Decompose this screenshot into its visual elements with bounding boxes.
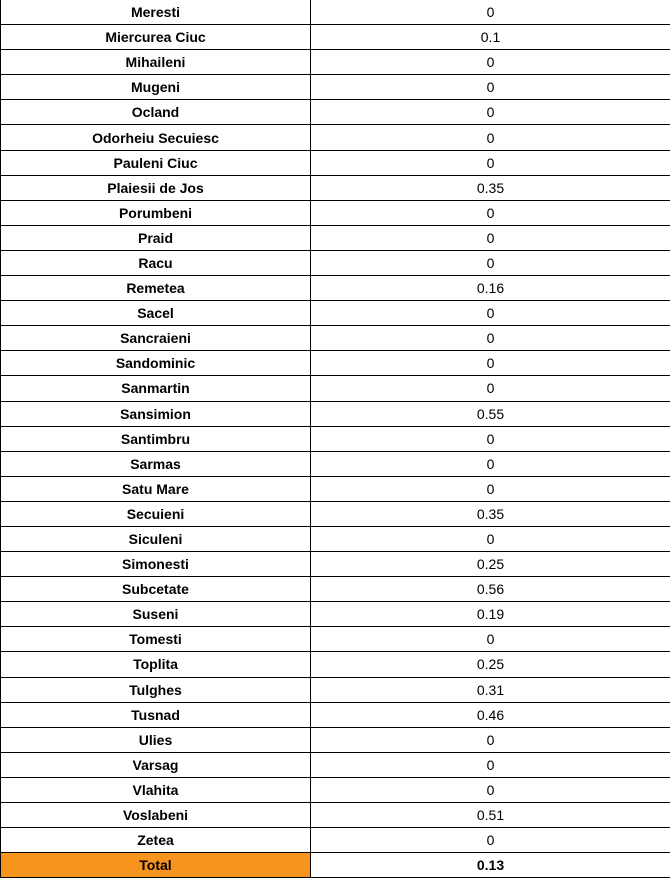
locality-name-cell: Sanmartin <box>1 376 311 401</box>
table-row <box>1 100 670 125</box>
locality-value-cell: 0.31 <box>311 677 670 702</box>
locality-name-cell: Simonesti <box>1 552 311 577</box>
locality-value-cell: 0 <box>311 200 670 225</box>
table-row <box>1 702 670 727</box>
locality-name-cell: Porumbeni <box>1 200 311 225</box>
locality-value-cell: 0 <box>311 752 670 777</box>
locality-name-cell: Sancraieni <box>1 326 311 351</box>
locality-name-cell: Varsag <box>1 752 311 777</box>
table-row <box>1 552 670 577</box>
locality-value-cell: 0 <box>311 75 670 100</box>
locality-value-cell: 0 <box>311 50 670 75</box>
locality-name-cell: Tomesti <box>1 627 311 652</box>
table-row <box>1 752 670 777</box>
locality-value-cell: 0.35 <box>311 501 670 526</box>
locality-value-cell: 0.51 <box>311 803 670 828</box>
locality-value-cell: 0.19 <box>311 602 670 627</box>
locality-name-cell: Voslabeni <box>1 803 311 828</box>
table-row <box>1 301 670 326</box>
locality-value-cell: 0 <box>311 376 670 401</box>
table-row <box>1 250 670 275</box>
locality-value-cell: 0 <box>311 125 670 150</box>
locality-name-cell: Ulies <box>1 727 311 752</box>
table-row <box>1 727 670 752</box>
locality-name-cell: Miercurea Ciuc <box>1 25 311 50</box>
table-row <box>1 828 670 853</box>
locality-value-cell: 0 <box>311 225 670 250</box>
table-row <box>1 125 670 150</box>
table-row <box>1 225 670 250</box>
locality-value-cell: 0 <box>311 100 670 125</box>
locality-value-cell: 0.1 <box>311 25 670 50</box>
table-row <box>1 677 670 702</box>
locality-value-cell: 0.56 <box>311 577 670 602</box>
total-label-cell: Total <box>1 853 311 878</box>
table-row <box>1 602 670 627</box>
locality-value-cell: 0 <box>311 828 670 853</box>
locality-value-cell: 0 <box>311 250 670 275</box>
locality-value-cell: 0 <box>311 326 670 351</box>
locality-name-cell: Plaiesii de Jos <box>1 175 311 200</box>
table-row <box>1 526 670 551</box>
locality-name-cell: Zetea <box>1 828 311 853</box>
table-row <box>1 401 670 426</box>
locality-name-cell: Secuieni <box>1 501 311 526</box>
table-row <box>1 0 670 25</box>
locality-value-cell: 0.55 <box>311 401 670 426</box>
locality-name-cell: Sacel <box>1 301 311 326</box>
locality-value-cell: 0.25 <box>311 652 670 677</box>
table-row <box>1 476 670 501</box>
table-row <box>1 200 670 225</box>
table-row <box>1 175 670 200</box>
locality-name-cell: Meresti <box>1 0 311 25</box>
table-row <box>1 577 670 602</box>
locality-value-cell: 0.16 <box>311 276 670 301</box>
locality-value-cell: 0 <box>311 0 670 25</box>
locality-name-cell: Subcetate <box>1 577 311 602</box>
locality-value-cell: 0.35 <box>311 175 670 200</box>
table-row <box>1 351 670 376</box>
locality-name-cell: Santimbru <box>1 426 311 451</box>
locality-name-cell: Ocland <box>1 100 311 125</box>
locality-value-cell: 0.25 <box>311 552 670 577</box>
locality-value-cell: 0 <box>311 301 670 326</box>
locality-name-cell: Tusnad <box>1 702 311 727</box>
locality-value-cell: 0 <box>311 777 670 802</box>
table-row <box>1 150 670 175</box>
table-row <box>1 426 670 451</box>
table-row <box>1 777 670 802</box>
locality-name-cell: Pauleni Ciuc <box>1 150 311 175</box>
locality-value-cell: 0 <box>311 476 670 501</box>
table-row <box>1 50 670 75</box>
table-row <box>1 75 670 100</box>
table-body <box>1 0 670 878</box>
locality-name-cell: Sandominic <box>1 351 311 376</box>
locality-value-cell: 0 <box>311 150 670 175</box>
locality-name-cell: Praid <box>1 225 311 250</box>
locality-name-cell: Tulghes <box>1 677 311 702</box>
table-row <box>1 627 670 652</box>
table-row <box>1 326 670 351</box>
locality-value-cell: 0 <box>311 351 670 376</box>
table-row <box>1 501 670 526</box>
total-row <box>1 853 670 878</box>
table-row <box>1 652 670 677</box>
locality-name-cell: Toplita <box>1 652 311 677</box>
table-row <box>1 25 670 50</box>
locality-name-cell: Mihaileni <box>1 50 311 75</box>
locality-value-cell: 0 <box>311 426 670 451</box>
locality-name-cell: Sarmas <box>1 451 311 476</box>
locality-name-cell: Mugeni <box>1 75 311 100</box>
locality-name-cell: Vlahita <box>1 777 311 802</box>
table-row <box>1 276 670 301</box>
table-row <box>1 376 670 401</box>
locality-name-cell: Racu <box>1 250 311 275</box>
locality-name-cell: Odorheiu Secuiesc <box>1 125 311 150</box>
locality-name-cell: Sansimion <box>1 401 311 426</box>
locality-value-cell: 0 <box>311 451 670 476</box>
locality-value-cell: 0.46 <box>311 702 670 727</box>
table-row <box>1 803 670 828</box>
locality-name-cell: Satu Mare <box>1 476 311 501</box>
locality-name-cell: Remetea <box>1 276 311 301</box>
locality-value-cell: 0 <box>311 727 670 752</box>
total-value-cell: 0.13 <box>311 853 670 878</box>
locality-name-cell: Suseni <box>1 602 311 627</box>
table-row <box>1 451 670 476</box>
locality-value-cell: 0 <box>311 627 670 652</box>
locality-value-cell: 0 <box>311 526 670 551</box>
locality-name-cell: Siculeni <box>1 526 311 551</box>
